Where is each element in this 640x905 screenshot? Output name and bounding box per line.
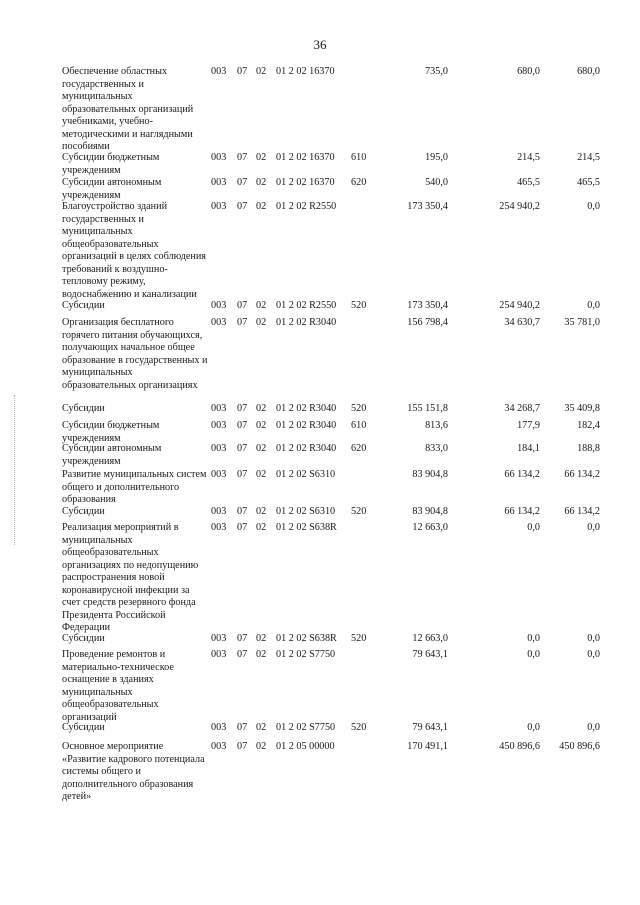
cell-ved: 003	[211, 649, 227, 660]
row-name: Реализация мероприятий в муниципальных общеобразовательных организациях по недопущению распространения новой коронавирусной инфекции за счет средств резервного фонда Президента Российской Федерации	[62, 522, 199, 633]
cell-vr: 610	[351, 420, 367, 431]
row-name: Субсидии	[62, 300, 105, 311]
cell-v1: 79 643,1	[412, 649, 448, 660]
row-name: Субсидии бюджетным учреждениям	[62, 420, 160, 444]
cell-ved: 003	[211, 741, 227, 752]
row-name: Субсидии	[62, 506, 105, 517]
cell-pr: 02	[256, 300, 267, 311]
cell-cs: 01 2 02 R3040	[276, 443, 337, 454]
cell-v1: 79 643,1	[412, 722, 448, 733]
cell-pr: 02	[256, 317, 267, 328]
row-name: Основное мероприятие «Развитие кадрового потенциала системы общего и дополнительного образования детей»	[62, 741, 205, 802]
cell-v2: 177,9	[517, 420, 540, 431]
cell-ved: 003	[211, 177, 227, 188]
cell-ved: 003	[211, 300, 227, 311]
cell-ved: 003	[211, 522, 227, 533]
cell-cs: 01 2 05 00000	[276, 741, 335, 752]
cell-pr: 02	[256, 522, 267, 533]
cell-v1: 12 663,0	[412, 633, 448, 644]
cell-ved: 003	[211, 506, 227, 517]
cell-ved: 003	[211, 420, 227, 431]
cell-v2: 0,0	[527, 633, 540, 644]
page-number: 36	[313, 37, 327, 52]
cell-pr: 02	[256, 66, 267, 77]
row-name: Проведение ремонтов и материально-техническое оснащение в зданиях муниципальных общеобразовательных организаций	[62, 649, 174, 723]
cell-cs: 01 2 02 R3040	[276, 403, 337, 414]
row-name: Субсидии бюджетным учреждениям	[62, 152, 160, 176]
cell-cs: 01 2 02 R3040	[276, 317, 337, 328]
cell-pr: 02	[256, 649, 267, 660]
cell-v1: 12 663,0	[412, 522, 448, 533]
cell-pr: 02	[256, 506, 267, 517]
row-name: Субсидии	[62, 403, 105, 414]
row-name: Субсидии	[62, 633, 105, 644]
cell-cs: 01 2 02 R2550	[276, 201, 337, 212]
cell-v3: 0,0	[587, 522, 600, 533]
cell-rz: 07	[237, 177, 248, 188]
margin-scan-mark	[14, 395, 19, 545]
row-name: Субсидии	[62, 722, 105, 733]
cell-cs: 01 2 02 S638R	[276, 633, 337, 644]
cell-v3: 182,4	[577, 420, 600, 431]
cell-ved: 003	[211, 633, 227, 644]
cell-v2: 450 896,6	[499, 741, 540, 752]
cell-rz: 07	[237, 152, 248, 163]
cell-pr: 02	[256, 177, 267, 188]
cell-v3: 214,5	[577, 152, 600, 163]
cell-v3: 0,0	[587, 649, 600, 660]
cell-v2: 465,5	[517, 177, 540, 188]
cell-vr: 520	[351, 300, 367, 311]
cell-pr: 02	[256, 403, 267, 414]
cell-v3: 465,5	[577, 177, 600, 188]
cell-v3: 450 896,6	[559, 741, 600, 752]
cell-v2: 66 134,2	[504, 469, 540, 480]
cell-v1: 156 798,4	[407, 317, 448, 328]
cell-v3: 66 134,2	[564, 469, 600, 480]
cell-ved: 003	[211, 469, 227, 480]
cell-v1: 833,0	[425, 443, 448, 454]
cell-rz: 07	[237, 506, 248, 517]
cell-v3: 0,0	[587, 633, 600, 644]
cell-vr: 520	[351, 722, 367, 733]
cell-v1: 155 151,8	[407, 403, 448, 414]
cell-ved: 003	[211, 317, 227, 328]
cell-pr: 02	[256, 201, 267, 212]
cell-rz: 07	[237, 300, 248, 311]
row-name: Развитие муниципальных систем общего и дополнительного образования	[62, 469, 207, 505]
cell-v3: 35 409,8	[564, 403, 600, 414]
cell-rz: 07	[237, 469, 248, 480]
cell-rz: 07	[237, 403, 248, 414]
cell-cs: 01 2 02 16370	[276, 177, 335, 188]
cell-v1: 173 350,4	[407, 201, 448, 212]
cell-v2: 214,5	[517, 152, 540, 163]
cell-rz: 07	[237, 722, 248, 733]
cell-ved: 003	[211, 722, 227, 733]
cell-v3: 0,0	[587, 722, 600, 733]
cell-rz: 07	[237, 633, 248, 644]
cell-rz: 07	[237, 201, 248, 212]
cell-v2: 34 630,7	[504, 317, 540, 328]
cell-rz: 07	[237, 741, 248, 752]
cell-cs: 01 2 02 S6310	[276, 506, 336, 517]
cell-v3: 66 134,2	[564, 506, 600, 517]
cell-v2: 0,0	[527, 722, 540, 733]
cell-pr: 02	[256, 420, 267, 431]
cell-cs: 01 2 02 16370	[276, 66, 335, 77]
cell-ved: 003	[211, 403, 227, 414]
cell-rz: 07	[237, 420, 248, 431]
cell-v2: 184,1	[517, 443, 540, 454]
cell-vr: 620	[351, 177, 367, 188]
cell-pr: 02	[256, 741, 267, 752]
cell-v2: 254 940,2	[499, 201, 540, 212]
cell-v2: 680,0	[517, 66, 540, 77]
cell-pr: 02	[256, 633, 267, 644]
cell-rz: 07	[237, 649, 248, 660]
cell-v3: 0,0	[587, 300, 600, 311]
cell-vr: 520	[351, 403, 367, 414]
cell-ved: 003	[211, 152, 227, 163]
row-name: Организация бесплатного горячего питания обучающихся, получающих начальное общее образование в государственных и муниципальных образовательных организациях	[62, 317, 208, 391]
cell-v1: 170 491,1	[407, 741, 448, 752]
cell-vr: 610	[351, 152, 367, 163]
cell-ved: 003	[211, 443, 227, 454]
cell-ved: 003	[211, 66, 227, 77]
cell-cs: 01 2 02 S638R	[276, 522, 337, 533]
cell-cs: 01 2 02 S7750	[276, 722, 336, 733]
cell-v2: 34 268,7	[504, 403, 540, 414]
cell-v1: 540,0	[425, 177, 448, 188]
cell-pr: 02	[256, 469, 267, 480]
cell-rz: 07	[237, 66, 248, 77]
cell-v3: 188,8	[577, 443, 600, 454]
row-name: Благоустройство зданий государственных и муниципальных общеобразовательных организаций в целях соблюдения требований к воздушно-тепловому режиму, водоснабжению и канализации	[62, 201, 206, 300]
cell-pr: 02	[256, 152, 267, 163]
cell-vr: 520	[351, 506, 367, 517]
cell-rz: 07	[237, 443, 248, 454]
cell-v2: 254 940,2	[499, 300, 540, 311]
row-name: Субсидии автономным учреждениям	[62, 443, 162, 467]
cell-v1: 83 904,8	[412, 506, 448, 517]
cell-v3: 0,0	[587, 201, 600, 212]
cell-v3: 35 781,0	[564, 317, 600, 328]
cell-v2: 0,0	[527, 522, 540, 533]
cell-v1: 173 350,4	[407, 300, 448, 311]
cell-v2: 0,0	[527, 649, 540, 660]
cell-pr: 02	[256, 443, 267, 454]
cell-v2: 66 134,2	[504, 506, 540, 517]
cell-v1: 813,6	[425, 420, 448, 431]
cell-cs: 01 2 02 16370	[276, 152, 335, 163]
cell-v1: 83 904,8	[412, 469, 448, 480]
cell-v1: 195,0	[425, 152, 448, 163]
row-name: Обеспечение областных государственных и муниципальных образовательных организаций учебниками, учебно-методическими и наглядными пособиями	[62, 66, 194, 152]
cell-cs: 01 2 02 S6310	[276, 469, 336, 480]
cell-v3: 680,0	[577, 66, 600, 77]
cell-rz: 07	[237, 522, 248, 533]
cell-v1: 735,0	[425, 66, 448, 77]
cell-cs: 01 2 02 R3040	[276, 420, 337, 431]
row-name: Субсидии автономным учреждениям	[62, 177, 162, 201]
cell-rz: 07	[237, 317, 248, 328]
cell-cs: 01 2 02 S7750	[276, 649, 336, 660]
cell-cs: 01 2 02 R2550	[276, 300, 337, 311]
cell-vr: 520	[351, 633, 367, 644]
cell-vr: 620	[351, 443, 367, 454]
cell-ved: 003	[211, 201, 227, 212]
cell-pr: 02	[256, 722, 267, 733]
